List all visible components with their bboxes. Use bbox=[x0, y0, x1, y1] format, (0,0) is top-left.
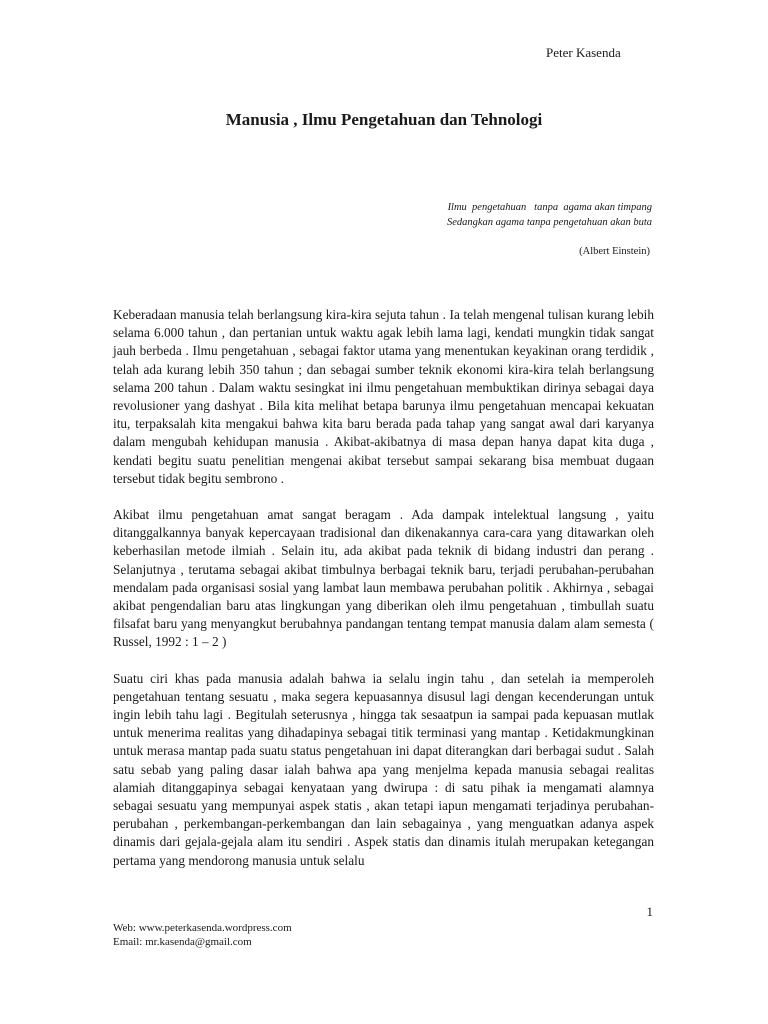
page-number: 1 bbox=[646, 904, 653, 919]
footer-web: Web: www.peterkasenda.wordpress.com bbox=[113, 922, 292, 934]
paragraph-1: Keberadaan manusia telah berlangsung kira-kira sejuta tahun . Ia telah mengenal tulisan kurang lebih selama 6.000 tahun , dan pertanian untuk waktu agak lebih lama lagi, kendati mungkin tidak sangat jauh berbeda . Ilmu pengetahuan , sebagai faktor utama yang menentukan keyakinan orang terdidik , telah ada kurang lebih 350 tahun ; dan sebagai sumber teknik ekonomi kira-kira telah berlangsung selama 200 tahun . Dalam waktu sesingkat ini ilmu pengetahuan membuktikan dirinya sebagai daya revolusioner yang dashyat . Bila kita melihat betapa barunya ilmu pengetahuan mencapai kekuatan itu, terpaksalah kita mengakui bahwa kita baru berada pada tahap yang sangat awal dari karyanya dalam mengubah kehidupan manusia . Akibat-akibatnya di masa depan hanya dapat kita duga , kendati begitu suatu penelitian mengenai akibat tersebut sampai sekarang bisa membuat dugaan tersebut tidak begitu sembrono . bbox=[113, 307, 654, 486]
epigraph-line-1: Ilmu pengetahuan tanpa agama akan timpang bbox=[447, 202, 652, 213]
footer bbox=[113, 921, 292, 949]
epigraph bbox=[447, 200, 652, 230]
page-title: Manusia , Ilmu Pengetahuan dan Tehnologi bbox=[225, 110, 543, 129]
paragraph-2: Akibat ilmu pengetahuan amat sangat beragam . Ada dampak intelektual langsung , yaitu ditanggalkannya banyak kepercayaan tradisional dan dikenakannya cara-cara yang ditawarkan oleh keberhasilan metode ilmiah . Selain itu, ada akibat pada teknik di bidang industri dan perang . Selanjutnya , terutama sebagai akibat timbulnya berbagai teknik baru, terjadi perubahan-perubahan mendalam pada organisasi sosial yang lambat laun membawa perubahan politik . Akhirnya , sebagai akibat pengendalian baru atas lingkungan yang diberikan oleh ilmu pengetahuan , timbullah suatu filsafat baru yang menyangkut berubahnya pandangan tentang tempat manusia dalam alam semesta ( Russel, 1992 : 1 – 2 ) bbox=[113, 507, 654, 650]
body-text bbox=[113, 306, 654, 888]
epigraph-line-2: Sedangkan agama tanpa pengetahuan akan buta bbox=[446, 217, 652, 228]
epigraph-attribution: (Albert Einstein) bbox=[579, 246, 650, 257]
footer-email: Email: mr.kasenda@gmail.com bbox=[113, 936, 252, 948]
author-name: Peter Kasenda bbox=[546, 45, 621, 60]
paragraph-3: Suatu ciri khas pada manusia adalah bahwa ia selalu ingin tahu , dan setelah ia memperoleh pengetahuan tentang sesuatu , maka segera kepuasannya disusul lagi dengan kecenderungan untuk ingin lebih tahu lagi . Begitulah seterusnya , hingga tak sesaatpun ia sampai pada kepuasan mutlak untuk menerima realitas yang dihadapinya sebagai titik terminasi yang mantap . Ketidakmungkinan untuk merasa mantap pada suatu status pengetahuan ini dapat diterangkan dari berbagai sudut . Salah satu sebab yang paling dasar ialah bahwa apa yang menjelma kepada manusia sebagai realitas alamiah ditanggapinya sebagai kenyataan yang dwirupa : di satu pihak ia mengamati alamnya sebagai sesuatu yang mempunyai aspek statis , akan tetapi iapun mengamati terjadinya perubahan-perubahan , perkembangan-perkembangan dan lain sebagainya , yang menguatkan adanya aspek dinamis dari gejala-gejala alam itu sendiri . Aspek statis dan dinamis itulah merupakan ketegangan pertama yang mendorong manusia untuk selalu bbox=[113, 670, 654, 868]
